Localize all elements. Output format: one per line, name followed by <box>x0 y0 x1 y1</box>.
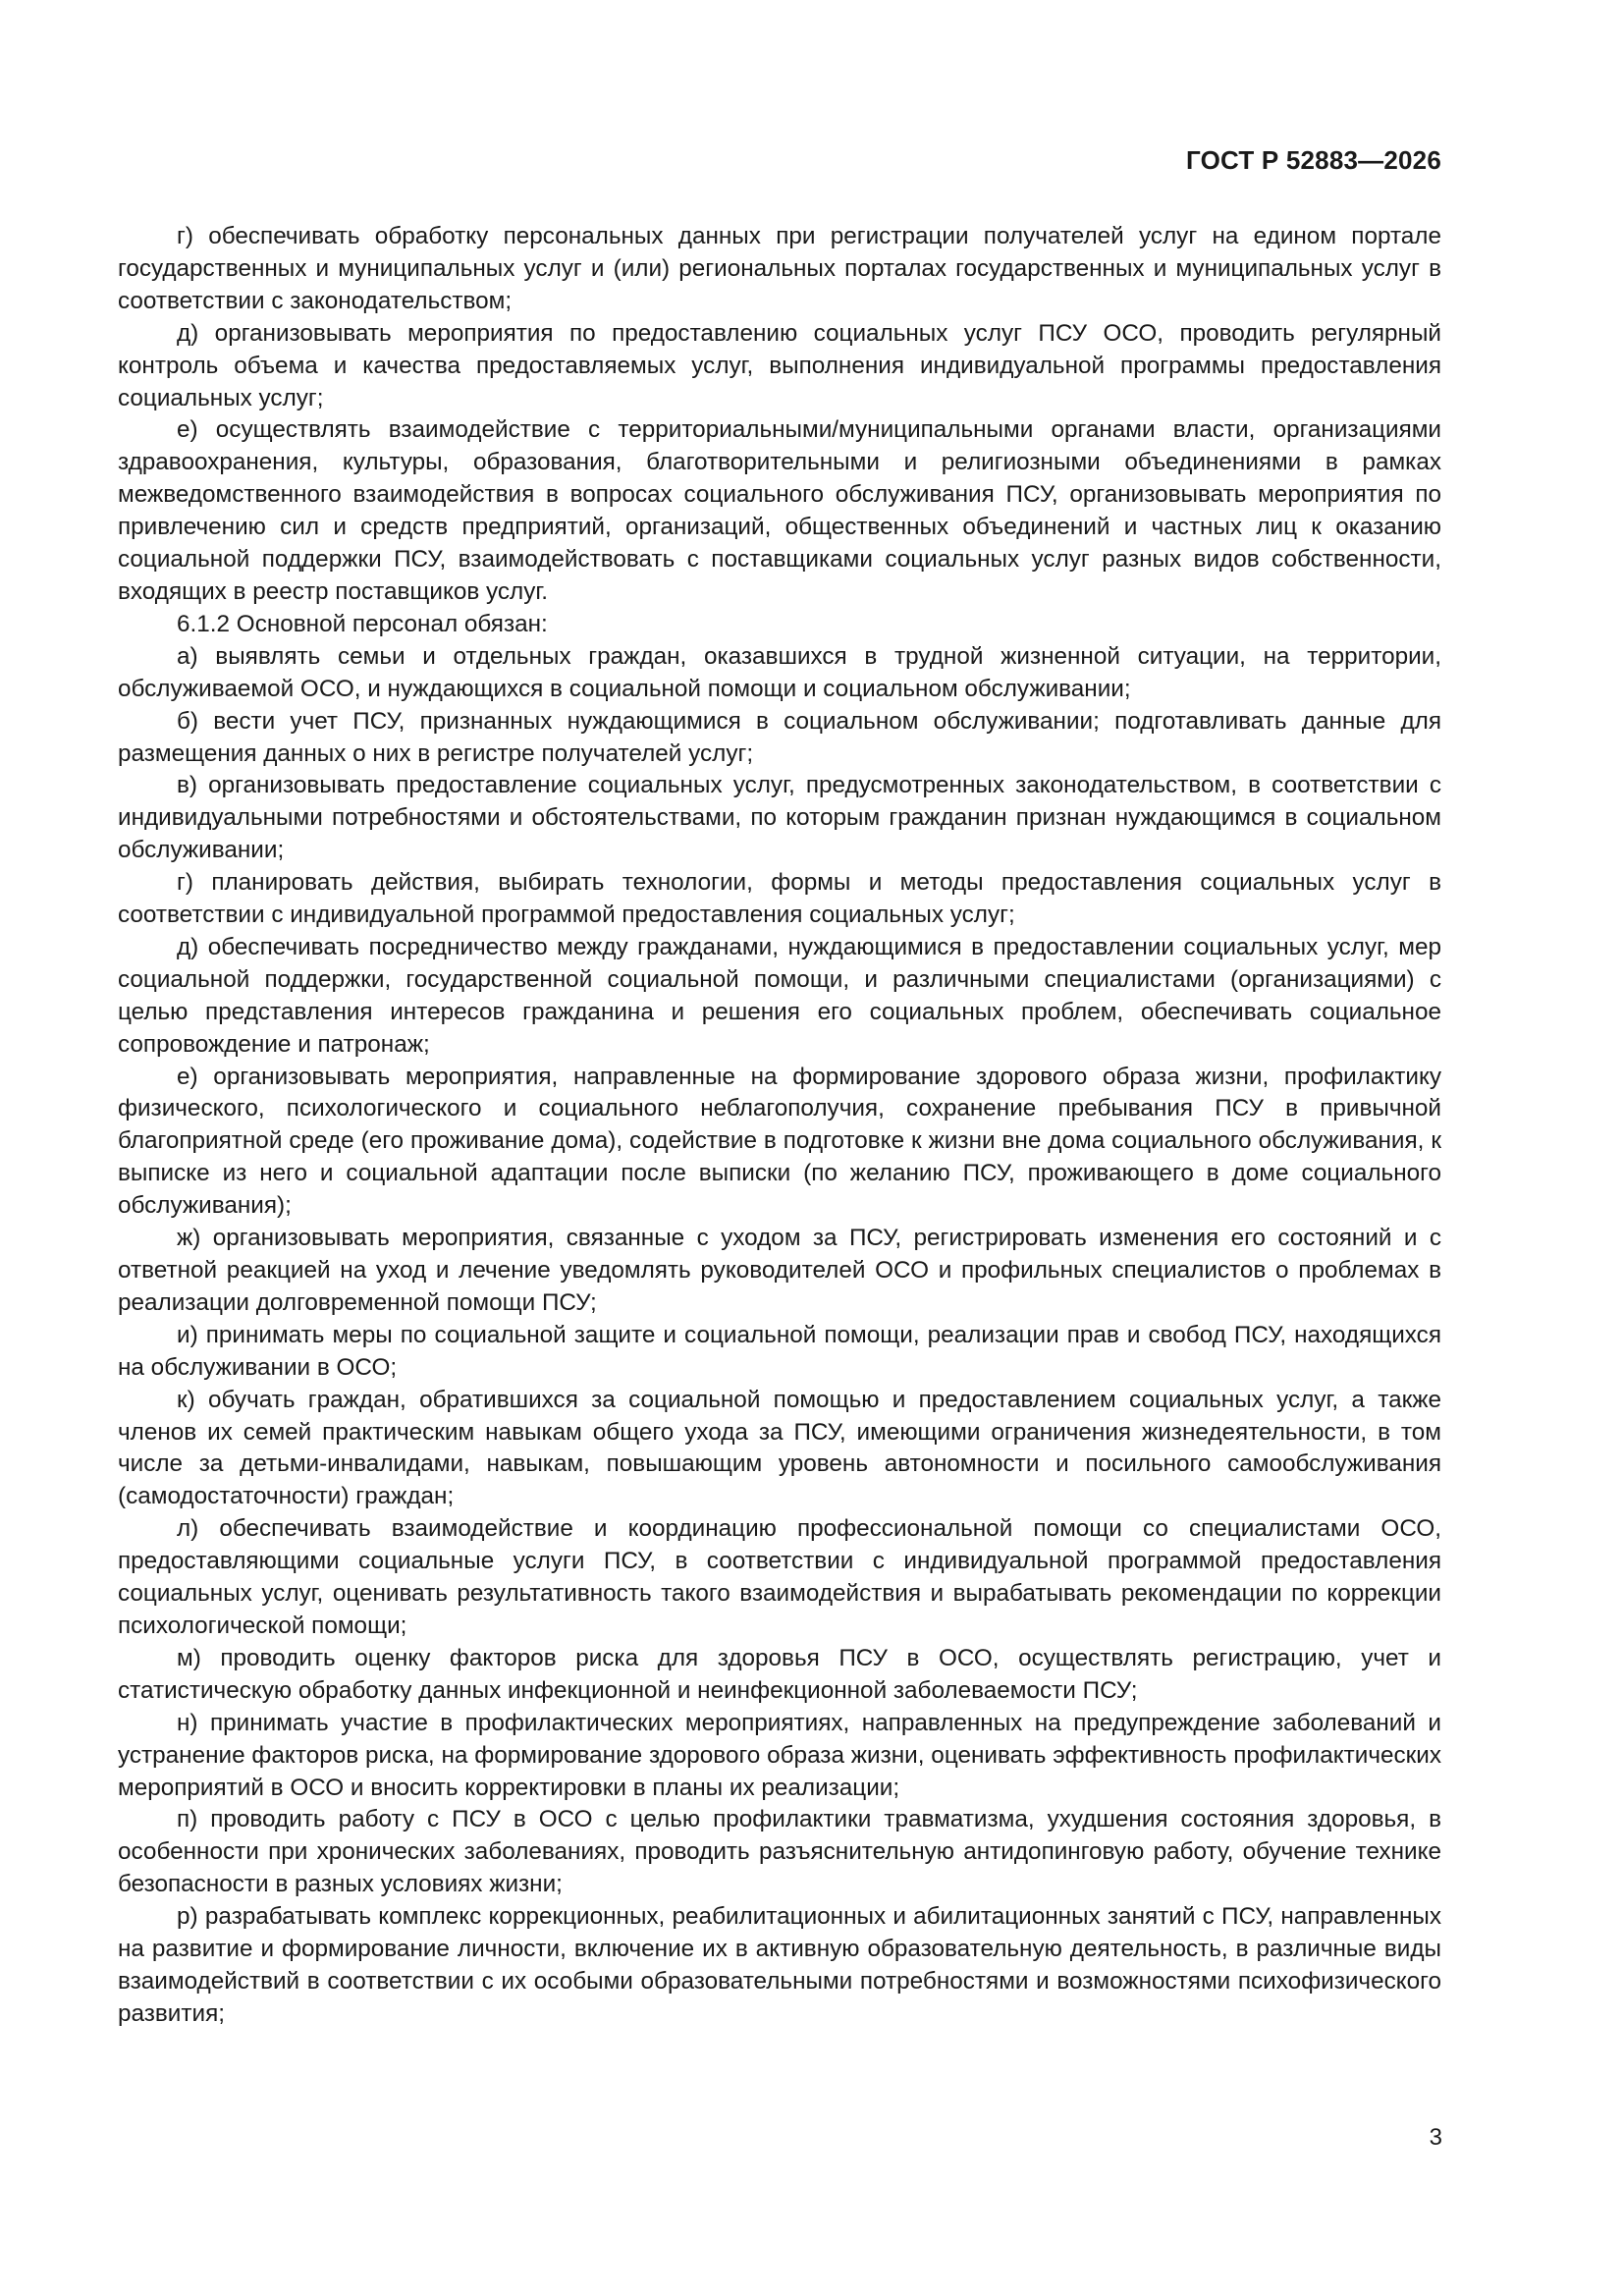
paragraph-g-personal-data: г) обеспечивать обработку персональных данных при регистрации получателей услуг на едином портале государственных и муниципальных услуг и (или) региональных порталах государственных и муниципальных услуг в соответствии с законодательством; <box>118 223 1441 314</box>
document-body <box>118 221 1441 2031</box>
paragraph-e-healthy-lifestyle: е) организовывать мероприятия, направленные на формирование здорового образа жизни, профилактику физического, психологического и социального неблагополучия, сохранение пребывания ПСУ в привычной благоприятной среде (его проживание дома), содействие в подготовке к жизни вне дома социального обслуживания, к выписке из него и социальной адаптации после выписки (по желанию ПСУ, проживающего в доме социального обслуживания); <box>118 1063 1441 1220</box>
document-code-header: ГОСТ Р 52883—2026 <box>1186 145 1441 175</box>
paragraph-b-records: б) вести учет ПСУ, признанных нуждающимися в социальном обслуживании; подготавливать данные для размещения данных о них в регистре получателей услуг; <box>118 707 1441 767</box>
paragraph-i-social-protection: и) принимать меры по социальной защите и социальной помощи, реализации прав и свобод ПСУ, находящихся на обслуживании в ОСО; <box>118 1321 1441 1381</box>
paragraph-d-organize-services: д) организовывать мероприятия по предоставлению социальных услуг ПСУ ОСО, проводить регулярный контроль объема и качества предоставляемых услуг, выполнения индивидуальной программы предоставления социальных услуг; <box>118 319 1441 411</box>
section-6-1-2-heading: 6.1.2 Основной персонал обязан: <box>177 610 548 637</box>
paragraph-d-mediation: д) обеспечивать посредничество между гражданами, нуждающимися в предоставлении социальных услуг, мер социальной поддержки, государственной социальной помощи, и различными специалистами (организациями) с целью представления интересов гражданина и решения его социальных проблем, обеспечивать социальное сопровождение и патронаж; <box>118 933 1441 1058</box>
paragraph-v-provide-services: в) организовывать предоставление социальных услуг, предусмотренных законодательством, в соответствии с индивидуальными потребностями и обстоятельствами, по которым гражданин признан нуждающимся в социальном обслуживании; <box>118 772 1441 864</box>
paragraph-k-training: к) обучать граждан, обратившихся за социальной помощью и предоставлением социальных услуг, а также членов их семей практическим навыкам общего ухода за ПСУ, имеющими ограничения жизнедеятельности, в том числе за детьми-инвалидами, навыкам, повышающим уровень автономности и посильного самообслуживания (самодостаточности) граждан; <box>118 1386 1441 1510</box>
paragraph-p-injury-prevention: п) проводить работу с ПСУ в ОСО с целью профилактики травматизма, ухудшения состояния здоровья, в особенности при хронических заболеваниях, проводить разъяснительную антидопинговую работу, обучение технике безопасности в разных условиях жизни; <box>118 1806 1441 1898</box>
paragraph-zh-care-activities: ж) организовывать мероприятия, связанные с уходом за ПСУ, регистрировать изменения его состояний и с ответной реакцией на уход и лечение уведомлять руководителей ОСО и профильных специалистов о проблемах в реализации долговременной помощи ПСУ; <box>118 1225 1441 1316</box>
page-number: 3 <box>1429 2124 1442 2151</box>
paragraph-m-risk-assessment: м) проводить оценку факторов риска для здоровья ПСУ в ОСО, осуществлять регистрацию, учет и статистическую обработку данных инфекционной и неинфекционной заболеваемости ПСУ; <box>118 1644 1441 1704</box>
paragraph-n-prevention: н) принимать участие в профилактических мероприятиях, направленных на предупреждение заболеваний и устранение факторов риска, на формирование здорового образа жизни, оценивать эффективность профилактических мероприятий в ОСО и вносить корректировки в планы их реализации; <box>118 1709 1441 1801</box>
paragraph-r-rehabilitation: р) разрабатывать комплекс коррекционных, реабилитационных и абилитационных занятий с ПСУ, направленных на развитие и формирование личности, включение их в активную образовательную деятельность, в различные виды взаимодействий в соответствии с их особыми образовательными потребностями и возможностями психофизического развития; <box>118 1903 1441 2027</box>
paragraph-a-identify-families: а) выявлять семьи и отдельных граждан, оказавшихся в трудной жизненной ситуации, на территории, обслуживаемой ОСО, и нуждающихся в социальной помощи и социальном обслуживании; <box>118 642 1441 702</box>
paragraph-g-plan-actions: г) планировать действия, выбирать технологии, формы и методы предоставления социальных услуг в соответствии с индивидуальной программой предоставления социальных услуг; <box>118 869 1441 929</box>
paragraph-e-interaction: е) осуществлять взаимодействие с территориальными/муниципальными органами власти, организациями здравоохранения, культуры, образования, благотворительными и религиозными объединениями в рамках межведомственного взаимодействия в вопросах социального обслуживания ПСУ, организовывать мероприятия по привлечению сил и средств предприятий, организаций, общественных объединений и частных лиц к оказанию социальной поддержки ПСУ, взаимодействовать с поставщиками социальных услуг разных видов собственности, входящих в реестр поставщиков услуг. <box>118 416 1441 605</box>
paragraph-l-coordination: л) обеспечивать взаимодействие и координацию профессиональной помощи со специалистами ОСО, предоставляющими социальные услуги ПСУ, в соответствии с индивидуальной программой предоставления социальных услуг, оценивать результативность такого взаимодействия и вырабатывать рекомендации по коррекции психологической помощи; <box>118 1515 1441 1639</box>
